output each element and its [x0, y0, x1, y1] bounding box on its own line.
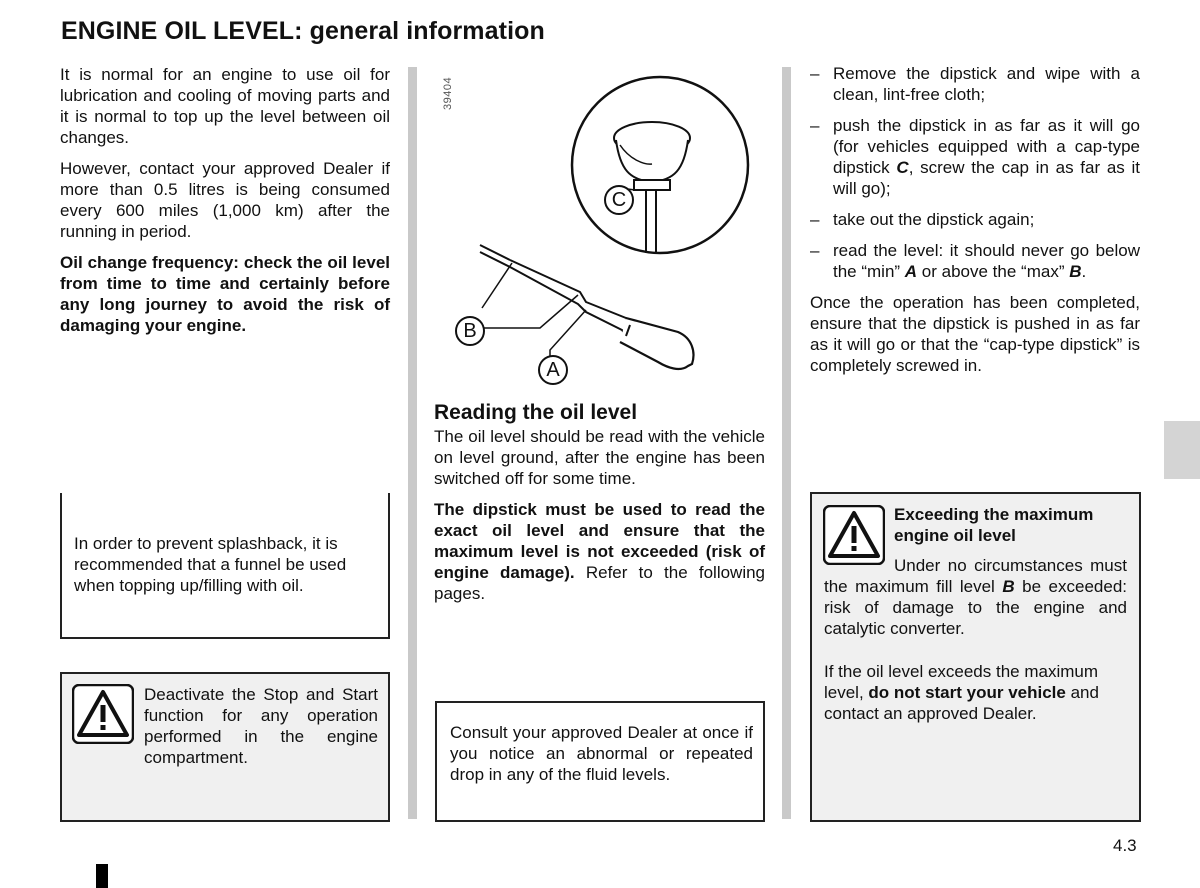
reading-oil-level-heading: Reading the oil level — [434, 401, 638, 424]
dipstick-paragraph — [434, 499, 765, 604]
step-3: – take out the dipstick again; — [810, 209, 1140, 230]
stop-start-warning-box — [60, 672, 390, 822]
oil-change-frequency: Oil change frequency: check the oil level from time to time and certainly before any long journey to avoid the risk of damaging your engine. — [60, 253, 390, 335]
figure-code: 39404 — [442, 76, 454, 110]
callout-a — [538, 355, 568, 385]
max-level-warning-action: If the oil level exceeds the maximum level, do not start your vehicle and contact an approved Dealer. — [824, 662, 1099, 723]
step-2: – push the dipstick in as far as it will go (for vehicles equipped with a cap-type dipstick C, screw the cap in as far as it will go); — [810, 115, 1140, 199]
reading-paragraph: The oil level should be read with the vehicle on level ground, after the engine has been switched off for some time. — [434, 427, 765, 488]
intro-paragraph: It is normal for an engine to use oil for lubrication and cooling of moving parts and it is normal to top up the level between oil changes. — [60, 65, 390, 147]
callout-c-label: C — [611, 189, 627, 211]
stop-start-warning-text: Deactivate the Stop and Start function for any operation performed in the engine compartment. — [144, 685, 378, 767]
callout-c — [604, 185, 634, 215]
section-tab — [1164, 421, 1200, 479]
callout-b — [455, 316, 485, 346]
funnel-note-text: In order to prevent splashback, it is recommended that a funnel be used when topping up/filling with oil. — [74, 534, 347, 595]
max-level-warning-heading: Exceeding the maximum engine oil level — [894, 505, 1094, 545]
max-level-warning-text: Under no circumstances must the maximum fill level B be exceeded: risk of damage to the engine and catalytic converter. — [824, 556, 1127, 638]
page-number: 4.3 — [1113, 836, 1137, 855]
dipstick-paragraph-rest: Refer to the following pages. — [434, 563, 766, 603]
max-level-warning-box — [810, 492, 1141, 822]
dipstick-illustration — [430, 60, 775, 400]
column-divider-left — [408, 67, 417, 819]
dealer-paragraph: However, contact your approved Dealer if more than 0.5 litres is being consumed every 600 miles (1,000 km) after the running in period. — [60, 159, 390, 241]
step-1: – Remove the dipstick and wipe with a clean, lint-free cloth; — [810, 63, 1140, 105]
page-title: ENGINE OIL LEVEL: general information — [61, 17, 545, 45]
dealer-note-box — [435, 701, 765, 822]
crop-mark — [96, 864, 108, 888]
left-column — [60, 64, 390, 336]
completion-paragraph: Once the operation has been completed, ensure that the dipstick is pushed in as far as it will go or that the “cap-type dipstick” is completely screwed in. — [810, 293, 1140, 375]
column-divider-right — [782, 67, 791, 819]
dipstick-paragraph-bold: The dipstick must be used to read the exact oil level and ensure that the maximum level is not exceeded (risk of engine damage). — [434, 500, 765, 582]
right-column — [810, 63, 1140, 376]
funnel-note-box — [60, 493, 390, 639]
callout-a-label: A — [546, 359, 560, 381]
dipstick-steps — [810, 63, 1140, 282]
warning-triangle-icon — [72, 684, 134, 744]
middle-column — [434, 426, 765, 604]
callout-b-label: B — [463, 320, 477, 342]
dealer-note-text: Consult your approved Dealer at once if you notice an abnormal or repeated drop in any of the fluid levels. — [450, 723, 753, 784]
step-4: – read the level: it should never go below the “min” A or above the “max” B. — [810, 240, 1140, 282]
